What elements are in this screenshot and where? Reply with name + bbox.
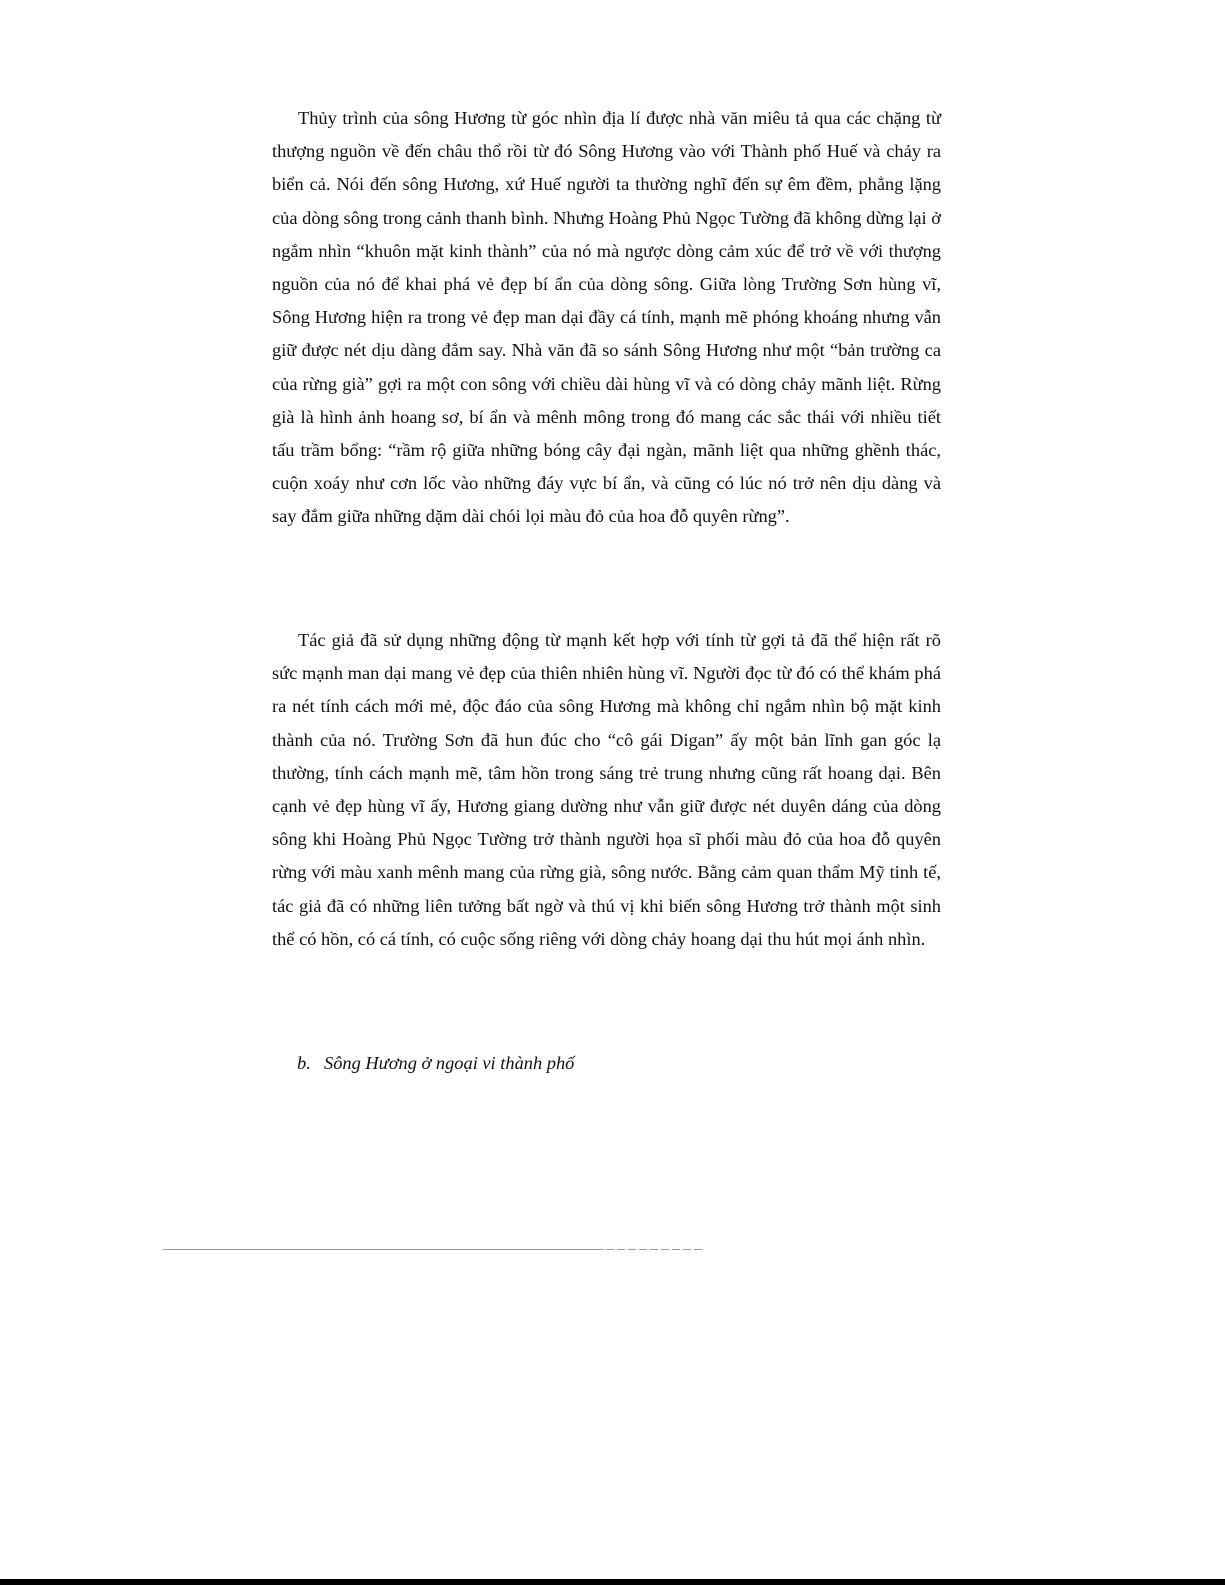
subheading-text: Sông Hương ở ngoại vi thành phố [324,1053,575,1073]
footnote-separator [163,1249,604,1250]
body-paragraph-1: Thủy trình của sông Hương từ góc nhìn địa lí được nhà văn miêu tả qua các chặng từ thượng nguồn về đến châu thổ rồi từ đó Sông Hương vào với Thành phố Huế và chảy ra biển cả. Nói đến sông Hương, xứ Huế người ta thường nghĩ đến sự êm đềm, phẳng lặng của dòng sông trong cảnh thanh bình. Nhưng Hoàng Phủ Ngọc Tường đã không dừng lại ở ngắm nhìn “khuôn mặt kinh thành” của nó mà ngược dòng cảm xúc để trở về với thượng nguồn của nó để khai phá vẻ đẹp bí ẩn của dòng sông. Giữa lòng Trường Sơn hùng vĩ, Sông Hương hiện ra trong vẻ đẹp man dại đầy cá tính, mạnh mẽ phóng khoáng nhưng vẫn giữ được nét dịu dàng đắm say. Nhà văn đã so sánh Sông Hương như một “bản trường ca của rừng già” gợi ra một con sông với chiều dài hùng vĩ và có dòng chảy mãnh liệt. Rừng già là hình ảnh hoang sơ, bí ẩn và mênh mông trong đó mang các sắc thái với nhiều tiết tấu trầm bổng: “rầm rộ giữa những bóng cây đại ngàn, mãnh liệt qua những ghềnh thác, cuộn xoáy như cơn lốc vào những đáy vực bí ẩn, và cũng có lúc nó trở nên dịu dàng và say đắm giữa những dặm dài chói lọi màu đỏ của hoa đỗ quyên rừng”. [272,108,941,527]
subheading-marker: b. [297,1053,311,1073]
page-bottom-edge [0,1579,1225,1585]
footnote-separator-dashed [606,1249,702,1250]
section-subheading [297,1048,574,1078]
body-paragraph-2: Tác giả đã sử dụng những động từ mạnh kết hợp với tính từ gợi tả đã thể hiện rất rõ sức mạnh man dại mang vẻ đẹp của thiên nhiên hùng vĩ. Người đọc từ đó có thể khám phá ra nét tính cách mới mẻ, độc đáo của sông Hương mà không chỉ ngắm nhìn bộ mặt kinh thành của nó. Trường Sơn đã hun đúc cho “cô gái Digan” ấy một bản lĩnh gan góc lạ thường, tính cách mạnh mẽ, tâm hồn trong sáng trẻ trung nhưng cũng rất hoang dại. Bên cạnh vẻ đẹp hùng vĩ ấy, Hương giang dường như vẫn giữ được nét duyên dáng của dòng sông khi Hoàng Phủ Ngọc Tường trở thành người họa sĩ phối màu đỏ của hoa đỗ quyên rừng với màu xanh mênh mang của rừng già, sông nước. Bằng cảm quan thẩm Mỹ tinh tế, tác giả đã có những liên tưởng bất ngờ và thú vị khi biến sông Hương trở thành một sinh thể có hồn, có cá tính, có cuộc sống riêng với dòng chảy hoang dại thu hút mọi ánh nhìn. [272,630,941,949]
